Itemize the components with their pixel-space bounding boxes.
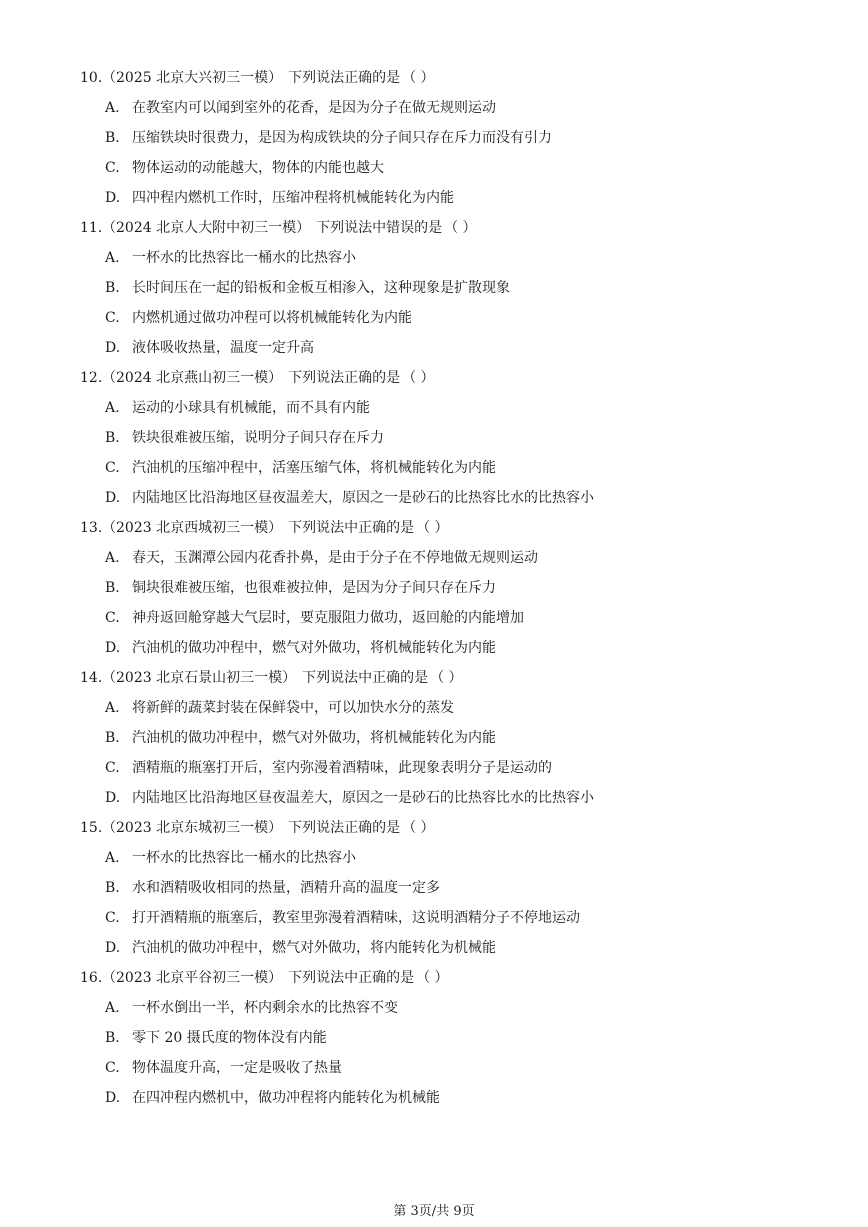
option-a <box>80 93 800 123</box>
option-text: 铜块很难被压缩，也很难被拉伸，是因为分子间只存在斥力 <box>132 580 496 596</box>
answer-blank: （ ） <box>444 220 477 236</box>
option-a <box>80 543 800 573</box>
option-key: D. <box>105 340 121 356</box>
answer-blank: （ ） <box>402 70 435 86</box>
question-number: 13. <box>80 520 103 536</box>
option-key: A. <box>105 550 120 566</box>
option-key: D. <box>105 940 121 956</box>
option-b <box>80 1023 800 1053</box>
option-text: 春天，玉渊潭公园内花香扑鼻，是由于分子在不停地做无规则运动 <box>132 550 538 566</box>
option-text: 内燃机通过做功冲程可以将机械能转化为内能 <box>132 310 412 326</box>
option-text: 汽油机的做功冲程中，燃气对外做功，将机械能转化为内能 <box>132 730 496 746</box>
option-key: B. <box>105 430 120 446</box>
option-key: D. <box>105 490 121 506</box>
option-b <box>80 873 800 903</box>
question-stem-line <box>80 63 800 93</box>
option-key: C. <box>105 460 120 476</box>
answer-blank: （ ） <box>416 520 449 536</box>
option-text: 汽油机的做功冲程中，燃气对外做功，将内能转化为机械能 <box>132 940 496 956</box>
answer-blank: （ ） <box>430 670 463 686</box>
option-key: A. <box>105 250 120 266</box>
option-c <box>80 603 800 633</box>
question-stem-line <box>80 513 800 543</box>
answer-blank: （ ） <box>402 820 435 836</box>
option-key: D. <box>105 190 121 206</box>
question-source: （2024 北京人大附中初三一模） <box>102 220 311 236</box>
option-c <box>80 903 800 933</box>
option-d <box>80 1083 800 1113</box>
question-stem-line <box>80 663 800 693</box>
option-a <box>80 993 800 1023</box>
question-stem-line <box>80 363 800 393</box>
option-key: A. <box>105 850 120 866</box>
option-d <box>80 333 800 363</box>
question-source: （2025 北京大兴初三一模） <box>102 70 283 86</box>
question-10 <box>80 63 800 213</box>
option-text: 神舟返回舱穿越大气层时，要克服阻力做功，返回舱的内能增加 <box>132 610 524 626</box>
option-a <box>80 693 800 723</box>
page-number: 第 3页/共 9页 <box>393 1204 475 1219</box>
option-text: 水和酒精吸收相同的热量，酒精升高的温度一定多 <box>132 880 440 896</box>
option-d <box>80 933 800 963</box>
option-text: 铁块很难被压缩，说明分子间只存在斥力 <box>132 430 384 446</box>
option-text: 将新鲜的蔬菜封装在保鲜袋中，可以加快水分的蒸发 <box>132 700 454 716</box>
option-text: 汽油机的压缩冲程中，活塞压缩气体，将机械能转化为内能 <box>132 460 496 476</box>
option-key: B. <box>105 880 120 896</box>
option-b <box>80 723 800 753</box>
question-stem: 下列说法正确的是 <box>288 820 401 836</box>
option-text: 四冲程内燃机工作时，压缩冲程将机械能转化为内能 <box>132 190 454 206</box>
question-number: 15. <box>80 820 103 836</box>
option-a <box>80 243 800 273</box>
question-source: （2023 北京平谷初三一模） <box>102 970 283 986</box>
option-key: D. <box>105 640 121 656</box>
option-key: C. <box>105 610 120 626</box>
question-number: 11. <box>80 220 103 236</box>
question-source: （2024 北京燕山初三一模） <box>102 370 283 386</box>
question-13 <box>80 513 800 663</box>
option-key: C. <box>105 1060 120 1076</box>
option-text: 一杯水的比热容比一桶水的比热容小 <box>132 850 356 866</box>
option-c <box>80 1053 800 1083</box>
option-d <box>80 783 800 813</box>
option-text: 在四冲程内燃机中，做功冲程将内能转化为机械能 <box>132 1090 440 1106</box>
option-text: 长时间压在一起的铅板和金板互相渗入，这种现象是扩散现象 <box>132 280 510 296</box>
option-b <box>80 273 800 303</box>
option-a <box>80 393 800 423</box>
question-list <box>80 63 800 1113</box>
question-source: （2023 北京石景山初三一模） <box>102 670 297 686</box>
option-text: 打开酒精瓶的瓶塞后，教室里弥漫着酒精味，这说明酒精分子不停地运动 <box>132 910 580 926</box>
question-number: 10. <box>80 70 103 86</box>
option-text: 物体温度升高，一定是吸收了热量 <box>132 1060 342 1076</box>
question-14 <box>80 663 800 813</box>
option-key: B. <box>105 130 120 146</box>
option-key: A. <box>105 700 120 716</box>
option-text: 酒精瓶的瓶塞打开后，室内弥漫着酒精味，此现象表明分子是运动的 <box>132 760 552 776</box>
option-key: C. <box>105 310 120 326</box>
question-stem: 下列说法正确的是 <box>288 370 401 386</box>
option-text: 内陆地区比沿海地区昼夜温差大，原因之一是砂石的比热容比水的比热容小 <box>132 790 594 806</box>
option-key: C. <box>105 160 120 176</box>
option-d <box>80 183 800 213</box>
option-key: D. <box>105 790 121 806</box>
question-15 <box>80 813 800 963</box>
option-text: 零下 20 摄氏度的物体没有内能 <box>132 1030 327 1046</box>
option-text: 一杯水倒出一半，杯内剩余水的比热容不变 <box>132 1000 398 1016</box>
option-text: 汽油机的做功冲程中，燃气对外做功，将机械能转化为内能 <box>132 640 496 656</box>
option-key: A. <box>105 400 120 416</box>
option-c <box>80 153 800 183</box>
option-b <box>80 423 800 453</box>
option-key: C. <box>105 760 120 776</box>
option-key: A. <box>105 100 120 116</box>
question-stem: 下列说法中正确的是 <box>288 520 415 536</box>
question-source: （2023 北京西城初三一模） <box>102 520 283 536</box>
option-key: B. <box>105 1030 120 1046</box>
question-stem: 下列说法正确的是 <box>288 70 401 86</box>
question-11 <box>80 213 800 363</box>
option-text: 压缩铁块时很费力，是因为构成铁块的分子间只存在斥力而没有引力 <box>132 130 552 146</box>
option-key: B. <box>105 580 120 596</box>
option-key: B. <box>105 280 120 296</box>
option-text: 一杯水的比热容比一桶水的比热容小 <box>132 250 356 266</box>
question-number: 16. <box>80 970 103 986</box>
question-16 <box>80 963 800 1113</box>
option-a <box>80 843 800 873</box>
option-b <box>80 123 800 153</box>
question-stem: 下列说法中正确的是 <box>302 670 429 686</box>
option-b <box>80 573 800 603</box>
option-key: D. <box>105 1090 121 1106</box>
question-number: 12. <box>80 370 103 386</box>
question-number: 14. <box>80 670 103 686</box>
option-text: 内陆地区比沿海地区昼夜温差大，原因之一是砂石的比热容比水的比热容小 <box>132 490 594 506</box>
option-d <box>80 483 800 513</box>
question-stem-line <box>80 213 800 243</box>
question-stem-line <box>80 963 800 993</box>
question-stem-line <box>80 813 800 843</box>
question-stem: 下列说法中正确的是 <box>288 970 415 986</box>
question-source: （2023 北京东城初三一模） <box>102 820 283 836</box>
option-c <box>80 453 800 483</box>
option-key: B. <box>105 730 120 746</box>
question-stem: 下列说法中错误的是 <box>316 220 443 236</box>
option-key: A. <box>105 1000 120 1016</box>
option-text: 液体吸收热量，温度一定升高 <box>132 340 314 356</box>
option-c <box>80 303 800 333</box>
answer-blank: （ ） <box>416 970 449 986</box>
option-text: 在教室内可以闻到室外的花香，是因为分子在做无规则运动 <box>132 100 496 116</box>
page-footer <box>0 1203 868 1221</box>
question-12 <box>80 363 800 513</box>
option-d <box>80 633 800 663</box>
answer-blank: （ ） <box>402 370 435 386</box>
option-key: C. <box>105 910 120 926</box>
option-text: 物体运动的动能越大，物体的内能也越大 <box>132 160 384 176</box>
option-c <box>80 753 800 783</box>
option-text: 运动的小球具有机械能，而不具有内能 <box>132 400 370 416</box>
